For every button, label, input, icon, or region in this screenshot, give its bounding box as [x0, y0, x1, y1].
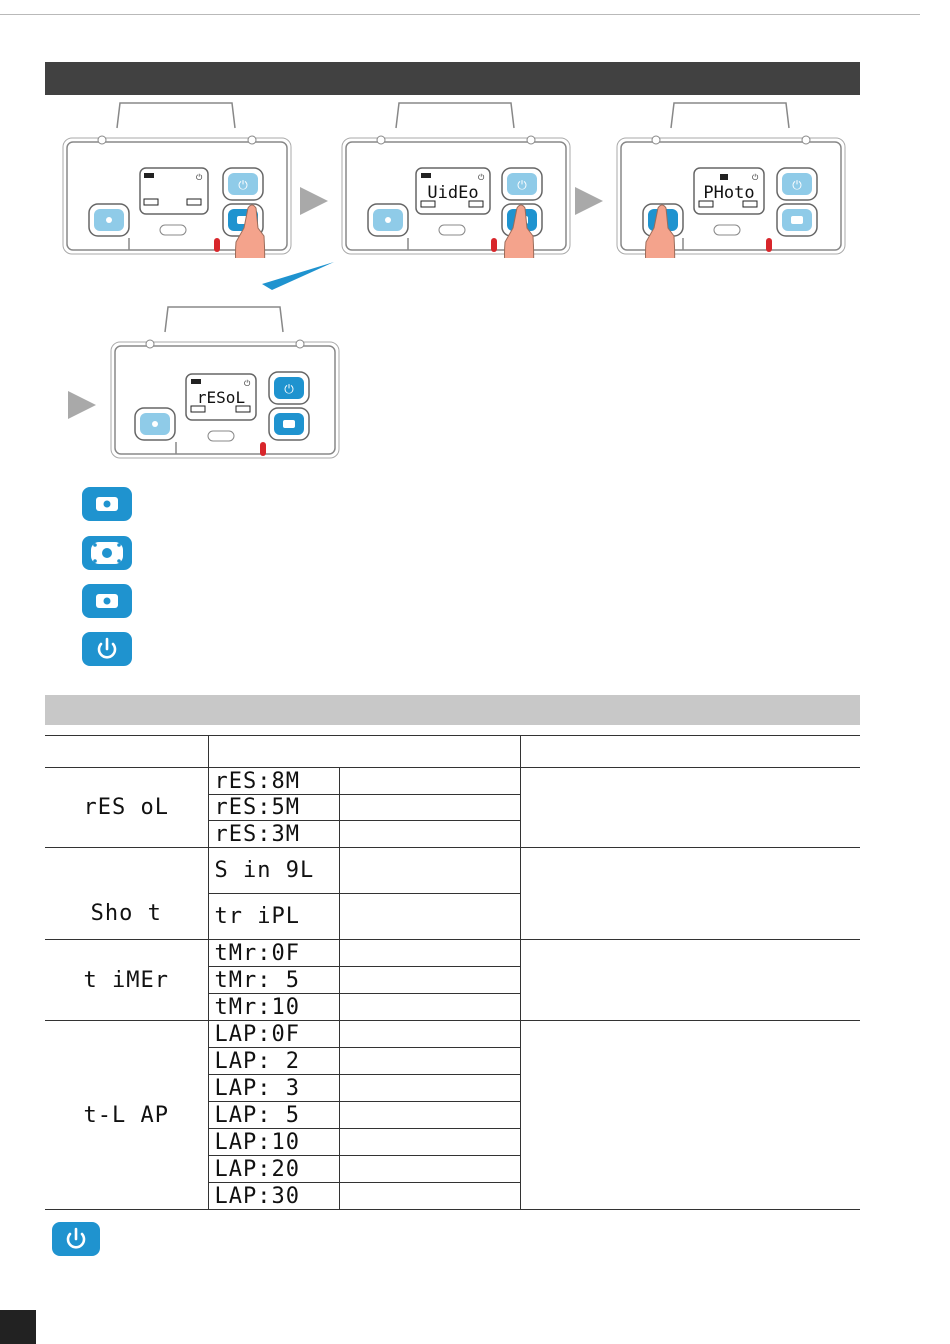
group-desc-shot	[520, 848, 860, 940]
settings-section-title	[45, 702, 55, 718]
screen-2-lcd-text: UidEo	[427, 183, 479, 203]
option-desc	[339, 795, 520, 821]
header-menu	[45, 736, 208, 768]
svg-text:⏻: ⏻	[752, 173, 759, 182]
option-desc	[339, 768, 520, 795]
option-desc	[339, 1021, 520, 1048]
svg-text:⏻: ⏻	[478, 173, 485, 182]
option-desc	[339, 1183, 520, 1210]
option-timer-off: tMr:0F	[208, 940, 339, 967]
option-lap-20: LAP:20	[208, 1156, 339, 1183]
section-header-title	[45, 69, 55, 87]
group-desc-resolution	[520, 768, 860, 848]
settings-section-bar	[45, 695, 860, 725]
camera-illustration-4	[110, 302, 350, 462]
group-desc-time-lapse	[520, 1021, 860, 1210]
option-desc	[339, 994, 520, 1021]
header-description	[520, 736, 860, 768]
option-lap-30: LAP:30	[208, 1183, 339, 1210]
option-single: S in 9L	[208, 848, 339, 894]
option-lap-2: LAP: 2	[208, 1048, 339, 1075]
option-lap-off: LAP:0F	[208, 1021, 339, 1048]
option-desc	[339, 1075, 520, 1102]
screen-3-lcd-text: PHoto	[703, 183, 755, 203]
camera-illustration-3	[616, 98, 856, 258]
option-lap-5: LAP: 5	[208, 1102, 339, 1129]
menu-shot: Sho t	[45, 848, 208, 940]
option-desc	[339, 848, 520, 894]
top-rule	[0, 14, 920, 15]
camera-illustration-2	[341, 98, 581, 258]
option-lap-10: LAP:10	[208, 1129, 339, 1156]
section-header-bar	[45, 62, 860, 95]
svg-text:⏻: ⏻	[196, 173, 203, 182]
power-button-icon	[52, 1222, 100, 1256]
svg-text:⏻: ⏻	[284, 382, 294, 396]
option-desc	[339, 894, 520, 940]
table-header-row	[45, 736, 860, 768]
camera-illustration-1	[62, 98, 302, 258]
mode-button-icon	[82, 536, 132, 570]
option-desc	[339, 1156, 520, 1183]
header-options	[208, 736, 520, 768]
power-button-icon	[82, 632, 132, 666]
step-arrow-3	[68, 391, 98, 419]
menu-resolution: rES oL	[45, 768, 208, 848]
option-lap-3: LAP: 3	[208, 1075, 339, 1102]
option-desc	[339, 940, 520, 967]
step-arrow-1	[300, 187, 330, 215]
menu-timer: t iMEr	[45, 940, 208, 1021]
page-corner-tab	[0, 1310, 36, 1344]
camera-button-icon	[82, 584, 132, 618]
option-res-5m: rES:5M	[208, 795, 339, 821]
option-triple: tr iPL	[208, 894, 339, 940]
option-timer-10: tMr:10	[208, 994, 339, 1021]
option-timer-5: tMr: 5	[208, 967, 339, 994]
camera-button-icon	[82, 487, 132, 521]
svg-text:⏻: ⏻	[238, 178, 248, 192]
option-desc	[339, 1048, 520, 1075]
svg-text:⏻: ⏻	[244, 379, 251, 388]
svg-text:⏻: ⏻	[792, 178, 802, 192]
step-arrow-2	[575, 187, 605, 215]
option-desc	[339, 1102, 520, 1129]
option-res-3m: rES:3M	[208, 821, 339, 848]
option-res-8m: rES:8M	[208, 768, 339, 795]
settings-table	[45, 735, 860, 1210]
option-desc	[339, 821, 520, 848]
menu-time-lapse: t-L AP	[45, 1021, 208, 1210]
option-desc	[339, 1129, 520, 1156]
screen-4-lcd-text: rESoL	[196, 388, 246, 407]
svg-text:⏻: ⏻	[517, 178, 527, 192]
group-desc-timer	[520, 940, 860, 1021]
blue-pointer-icon	[262, 250, 336, 290]
option-desc	[339, 967, 520, 994]
